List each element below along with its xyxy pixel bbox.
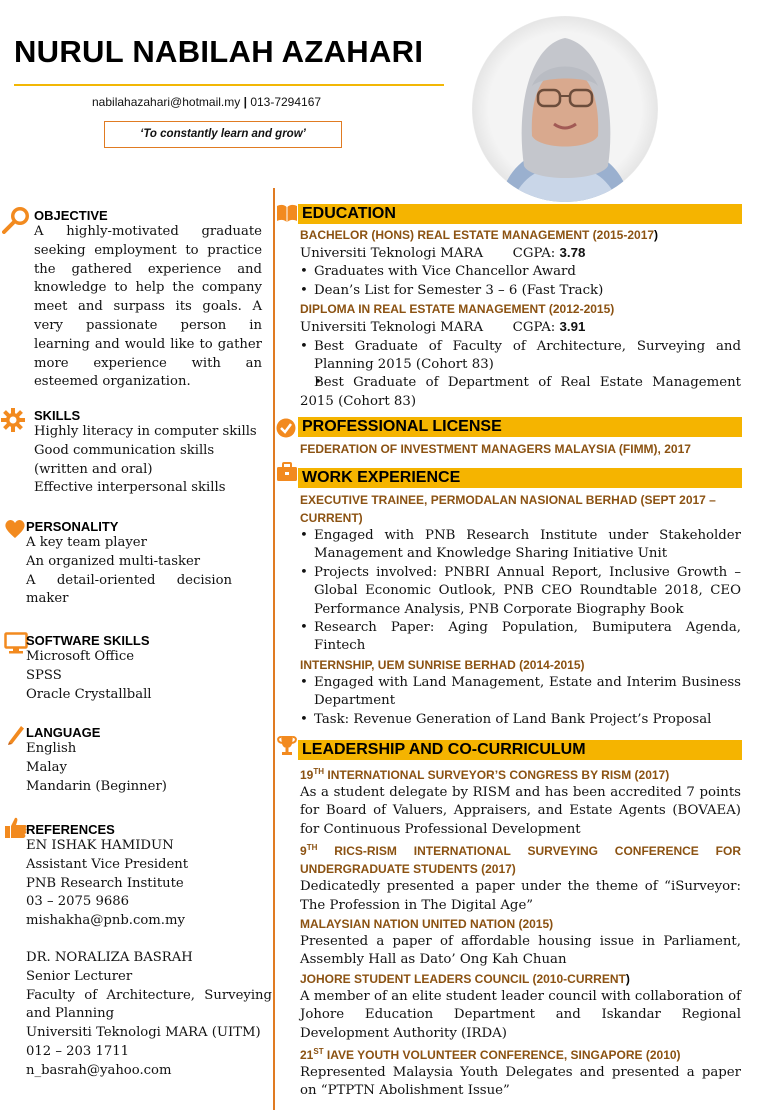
email[interactable]: nabilahazahari@hotmail.my [92, 95, 241, 109]
work-bullet: • Research Paper: Aging Population, Bumiputera Agenda, Fintech [300, 619, 741, 656]
reference-email[interactable]: mishakha@pnb.com.my [26, 913, 185, 929]
software-item: Microsoft Office [26, 649, 135, 664]
reference-line: Faculty of Architecture, Surveying and Planning [26, 987, 272, 1022]
language-item: Malay [26, 759, 67, 775]
reference-line: PNB Research Institute [26, 875, 184, 891]
activity-desc: A member of an elite student leader council with collaboration of Johore Education Department and Iskandar Regional Development Authority (IRDA) [300, 988, 741, 1041]
leadership-section [300, 763, 741, 1101]
references-title: REFERENCES [26, 822, 115, 837]
contact-line [92, 95, 321, 109]
skills-item: Effective interpersonal skills [34, 480, 226, 496]
language-title: LANGUAGE [26, 725, 101, 740]
reference-line: Assistant Vice President [26, 856, 189, 872]
gpa-value: 3.78 [559, 245, 586, 260]
gear-icon [1, 408, 25, 432]
activity-title: 21ST IAVE YOUTH VOLUNTEER CONFERENCE, SINGAPORE (2010) [300, 1047, 681, 1063]
software-item: SPSS [26, 667, 62, 683]
check-badge-icon [276, 418, 296, 438]
column-divider [273, 188, 275, 1110]
portrait-image [472, 16, 658, 202]
references-section [26, 822, 272, 1081]
reference-line: DR. NORALIZA BASRAH [26, 949, 193, 965]
activity-desc: Presented a paper of affordable housing issue in Parliament, Assembly Hall as Dato’ Ong Kah Chuan [300, 934, 741, 968]
license-section [300, 440, 741, 458]
work-header: WORK EXPERIENCE [298, 468, 742, 488]
activity-desc: Represented Malaysia Youth Delegates and presented a paper on “PTPTN Abolishment Issue” [300, 1065, 741, 1099]
work-bullet: • Engaged with PNB Research Institute under Stakeholder Management and Knowledge Sharing Initiative Unit [300, 527, 741, 564]
software-title: SOFTWARE SKILLS [26, 633, 150, 648]
education-section [300, 226, 741, 411]
search-icon [2, 204, 32, 234]
skills-item: Good communication skills [34, 442, 215, 458]
name-underline [14, 84, 444, 86]
job-title: EXECUTIVE TRAINEE, PERMODALAN NASIONAL BERHAD (SEPT 2017 – CURRENT) [300, 493, 716, 525]
activity-desc: Dedicatedly presented a paper under the theme of “iSurveyor: The Profession in The Digital Age” [300, 879, 741, 913]
software-item: Oracle Crystallball [26, 686, 152, 702]
software-section [26, 633, 262, 704]
education-bullet: • Best Graduate of Department of Real Estate Management 2015 (Cohort 83) [300, 374, 741, 411]
language-item: Mandarin (Beginner) [26, 778, 167, 794]
reference-line: Universiti Teknologi MARA (UITM) [26, 1025, 261, 1041]
personality-item: An organized multi-tasker [26, 553, 201, 569]
activity-title: 19TH INTERNATIONAL SURVEYOR’S CONGRESS BY RISM (2017) [300, 767, 670, 782]
contact-separator: | [243, 95, 247, 109]
language-section [26, 725, 262, 796]
license-header: PROFESSIONAL LICENSE [298, 417, 742, 437]
work-bullet: • Task: Revenue Generation of Land Bank Project’s Proposal [300, 711, 741, 729]
work-section [300, 491, 741, 729]
reference-line: EN ISHAK HAMIDUN [26, 838, 174, 853]
motto-box: ‘To constantly learn and grow’ [104, 121, 342, 148]
objective-text: A highly-motivated graduate seeking employment to practice the gathered experience and knowledge to help the company meet and surpass its goals. A very passionate person in learning and would like to gather more experience with an esteemed organization. [34, 224, 262, 390]
trophy-icon [276, 734, 298, 756]
activity-title: MALAYSIAN NATION UNITED NATION (2015) [300, 917, 554, 932]
education-bullet: • Graduates with Vice Chancellor Award [300, 263, 741, 281]
resume-name: NURUL NABILAH AZAHARI [14, 34, 424, 69]
language-item: English [26, 741, 77, 756]
skills-section [34, 408, 264, 498]
phone: 013-7294167 [250, 95, 322, 109]
school-line: Universiti Teknologi MARA CGPA: 3.91 [300, 319, 586, 336]
reference-line: Senior Lecturer [26, 968, 133, 984]
license-item: FEDERATION OF INVESTMENT MANAGERS MALAYSIA (FIMM), 2017 [300, 442, 691, 456]
monitor-icon [4, 632, 28, 654]
gpa-value: 3.91 [559, 319, 586, 335]
skills-item: (written and oral) [34, 461, 153, 477]
work-bullet: • Projects involved: PNBRI Annual Report, Inclusive Growth – Global Economic Outlook, PNB CEO Roundtable 2018, CEO Performance Analysis, PNB Corporate Biography Book [300, 564, 741, 619]
thumbs-up-icon [4, 816, 28, 840]
reference-line: 03 – 2075 9686 [26, 894, 130, 910]
education-header: EDUCATION [298, 204, 742, 224]
leadership-header: LEADERSHIP AND CO-CURRICULUM [298, 740, 742, 760]
pencil-icon [6, 723, 26, 745]
activity-title: JOHORE STUDENT LEADERS COUNCIL (2010-CURRENT) [300, 971, 630, 986]
heart-icon [4, 518, 26, 540]
education-bullet: • Best Graduate of Faculty of Architecture, Surveying and Planning 2015 (Cohort 83) [300, 338, 741, 375]
skills-title: SKILLS [34, 408, 81, 423]
personality-item: A detail-oriented decision maker [26, 572, 232, 607]
activity-desc: As a student delegate by RISM and has been accredited 7 points for Board of Valuers, Appraisers, and Estate Agents (BOVAEA) for Continuous Professional Development [300, 785, 741, 837]
school-line: Universiti Teknologi MARA CGPA: 3.78 [300, 245, 586, 261]
personality-title: PERSONALITY [26, 519, 119, 534]
profile-photo [472, 16, 658, 202]
degree-title: BACHELOR (HONS) REAL ESTATE MANAGEMENT (2015-2017) [300, 228, 659, 242]
objective-section [34, 208, 262, 392]
reference-email[interactable]: n_basrah@yahoo.com [26, 1062, 172, 1078]
personality-section [26, 519, 232, 609]
degree-title: DIPLOMA IN REAL ESTATE MANAGEMENT (2012-2015) [300, 302, 615, 317]
education-bullet: • Dean’s List for Semester 3 – 6 (Fast Track) [300, 282, 741, 300]
job-title: INTERNSHIP, UEM SUNRISE BERHAD (2014-2015) [300, 657, 585, 672]
skills-item: Highly literacy in computer skills [34, 424, 257, 439]
reference-line: 012 – 203 1711 [26, 1043, 130, 1059]
briefcase-icon [276, 462, 298, 482]
work-bullet: • Engaged with Land Management, Estate and Interim Business Department [300, 674, 741, 711]
personality-item: A key team player [26, 535, 147, 550]
activity-title: 9TH RICS-RISM INTERNATIONAL SURVEYING CONFERENCE FOR UNDERGRADUATE STUDENTS (2017) [300, 843, 741, 877]
book-icon [276, 203, 298, 223]
objective-title: OBJECTIVE [34, 208, 108, 223]
